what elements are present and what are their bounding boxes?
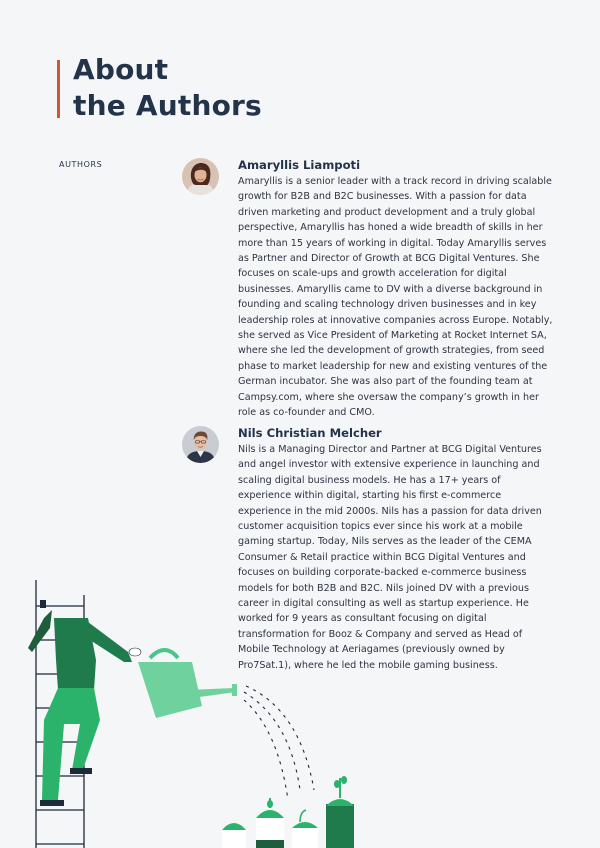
avatar <box>182 426 219 463</box>
portrait-woman-icon <box>182 158 219 195</box>
title-accent-bar <box>57 60 60 118</box>
plant-pots-icon <box>222 776 354 848</box>
water-stream-icon <box>244 686 314 800</box>
watering-can-icon <box>138 650 237 718</box>
section-label: AUTHORS <box>59 160 103 169</box>
portrait-man-icon <box>182 426 219 463</box>
author-bio: Nils is a Managing Director and Partner at BCG Digital Ventures and angel investor with extensive experience in launching and scaling digital business models. He has a 17+ years of experience within digital, starting his first e-commerce experience in the mid 2000s. Nils has a passion for data driven customer acquisition topics ever since his work at a mobile gaming startup. Today, Nils serves as the leader of the CEMA Consumer & Retail practice within BCG Digital Ventures and focuses on building corporate-backed e-commerce business models for both B2B and B2C. Nils joined DV with a previous career in digital consulting as well as startup experience. He worked for 9 years as consultant focusing on digital transformation for Booz & Company and served as Head of Mobile Technology at Aeriagames (previously owned by Pro7Sat.1), where he led the mobile gaming business. <box>238 444 542 671</box>
author-name: Amaryllis Liampoti <box>238 158 361 172</box>
avatar <box>182 158 219 195</box>
author-bio: Amaryllis is a senior leader with a track record in driving scalable growth for B2B and B2C businesses. With a passion for data driven marketing and product development and a truly global perspective, Amaryllis has honed a wide breadth of skills in her more than 15 years of working in digital. Today Amaryllis serves as Partner and Director of Growth at BCG Digital Ventures. She focuses on scale-ups and growth acceleration for digital businesses. Amaryllis came to DV with a diverse background in founding and scaling technology driven businesses and in key leadership roles at innovative companies across Europe. Notably, she served as Vice President of Marketing at Rocket Internet SA, where she led the development of growth strategies, from seed phase to market leadership for new and existing ventures of the German incubator. She was also part of the founding team at Campsy.com, where she oversaw the company’s growth in her role as co-founder and CMO. <box>238 176 553 419</box>
gardener-illustration <box>0 570 380 848</box>
author-name: Nils Christian Melcher <box>238 426 382 440</box>
page-title <box>73 52 262 124</box>
page-title-line-1: About <box>73 53 169 86</box>
page-title-line-2: the Authors <box>73 89 262 122</box>
